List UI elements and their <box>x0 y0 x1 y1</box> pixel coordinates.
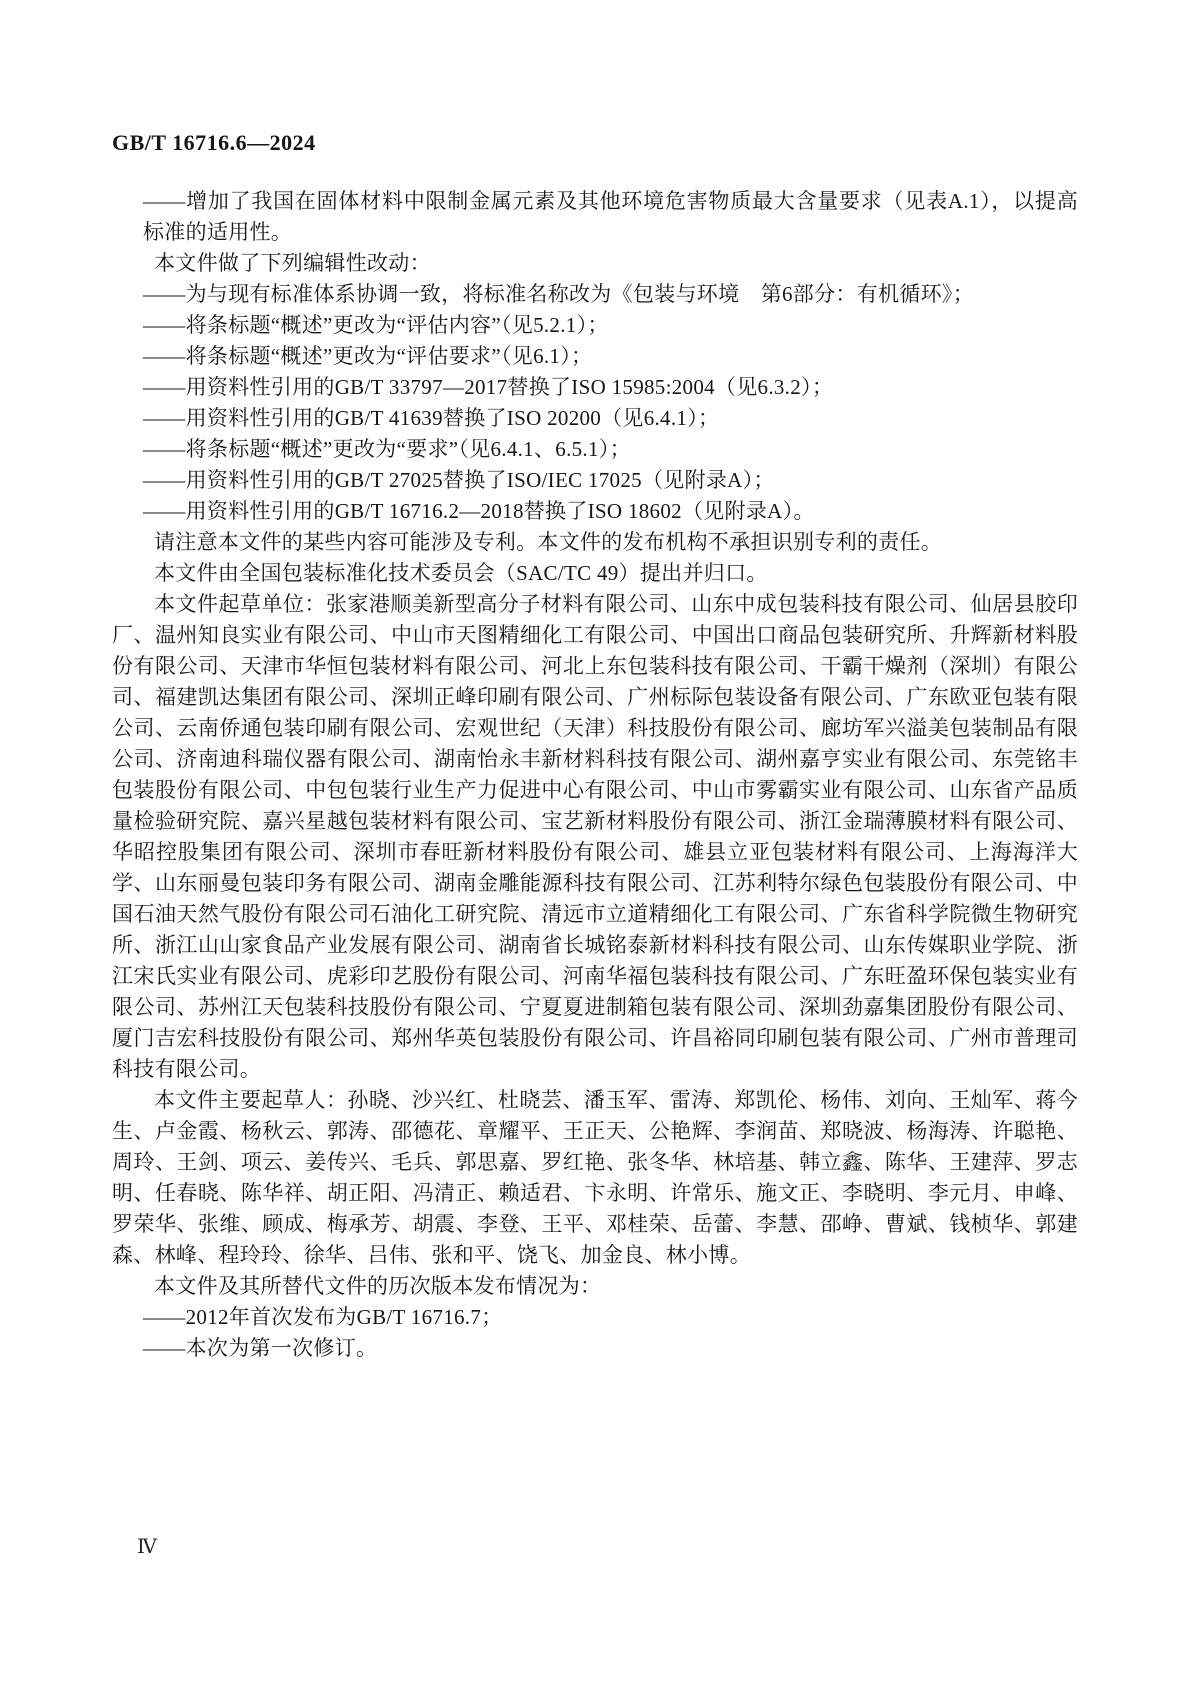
patent-notice: 请注意本文件的某些内容可能涉及专利。本文件的发布机构不承担识别专利的责任。 <box>154 530 943 554</box>
foreword-content <box>112 186 1078 1364</box>
version-history-lead: 本文件及其所替代文件的历次版本发布情况为： <box>154 1274 602 1298</box>
editorial-item: ——将条标题“概述”更改为“评估要求”（见6.1）； <box>143 344 593 368</box>
standard-number-header: GB/T 16716.6—2024 <box>112 130 316 155</box>
editorial-changes-lead: 本文件做了下列编辑性改动： <box>154 251 431 275</box>
editorial-item: ——将条标题“概述”更改为“要求”（见6.4.1、6.5.1）； <box>143 437 631 461</box>
committee-statement: 本文件由全国包装标准化技术委员会（SAC/TC 49）提出并归口。 <box>154 561 768 585</box>
page-number: Ⅳ <box>137 1536 157 1558</box>
editorial-item: ——用资料性引用的GB/T 27025替换了ISO/IEC 17025（见附录A）； <box>143 468 775 492</box>
editorial-item: ——为与现有标准体系协调一致，将标准名称改为《包装与环境 第6部分：有机循环》； <box>143 282 974 306</box>
editorial-item: ——用资料性引用的GB/T 41639替换了ISO 20200（见6.4.1）； <box>143 406 720 430</box>
editorial-item: ——用资料性引用的GB/T 33797—2017替换了ISO 15985:2004（见6.3.2）； <box>143 375 834 399</box>
change-item: ——增加了我国在固体材料中限制金属元素及其他环境危害物质最大含量要求（见表A.1），以提高标准的适用性。 <box>143 189 1078 244</box>
version-history-item: ——2012年首次发布为GB/T 16716.7； <box>143 1305 503 1329</box>
drafters-list: 本文件主要起草人：孙晓、沙兴红、杜晓芸、潘玉军、雷涛、郑凯伦、杨伟、刘向、王灿军、蒋今生、卢金霞、杨秋云、郭涛、邵德花、章耀平、王正天、公艳辉、李润苗、郑晓波、杨海涛、许聪艳、周玲、王剑、项云、姜传兴、毛兵、郭思嘉、罗红艳、张冬华、林培基、韩立鑫、陈华、王建萍、罗志明、任春晓、陈华祥、胡正阳、冯清正、赖适君、卞永明、许常乐、施文正、李晓明、李元月、申峰、罗荣华、张维、顾成、梅承芳、胡震、李登、王平、邓桂荣、岳蕾、李慧、邵峥、曹斌、钱桢华、郭建森、林峰、程玲玲、徐华、吕伟、张和平、饶飞、加金良、林小博。 <box>112 1088 1078 1267</box>
drafting-organizations: 本文件起草单位：张家港顺美新型高分子材料有限公司、山东中成包装科技有限公司、仙居县胶印厂、温州知良实业有限公司、中山市天图精细化工有限公司、中国出口商品包装研究所、升辉新材料股份有限公司、天津市华恒包装材料有限公司、河北上东包装科技有限公司、干霸干燥剂（深圳）有限公司、福建凯达集团有限公司、深圳正峰印刷有限公司、广州标际包装设备有限公司、广东欧亚包装有限公司、云南侨通包装印刷有限公司、宏观世纪（天津）科技股份有限公司、廊坊军兴溢美包装制品有限公司、济南迪科瑞仪器有限公司、湖南怡永丰新材料科技有限公司、湖州嘉亨实业有限公司、东莞铭丰包装股份有限公司、中包包装行业生产力促进中心有限公司、中山市雾霸实业有限公司、山东省产品质量检验研究院、嘉兴星越包装材料有限公司、宝艺新材料股份有限公司、浙江金瑞薄膜材料有限公司、华昭控股集团有限公司、深圳市春旺新材料股份有限公司、雄县立亚包装材料有限公司、上海海洋大学、山东丽曼包装印务有限公司、湖南金雕能源科技有限公司、江苏利特尔绿色包装股份有限公司、中国石油天然气股份有限公司石油化工研究院、清远市立道精细化工有限公司、广东省科学院微生物研究所、浙江山山家食品产业发展有限公司、湖南省长城铭泰新材料科技有限公司、山东传媒职业学院、浙江宋氏实业有限公司、虎彩印艺股份有限公司、河南华福包装科技有限公司、广东旺盈环保包装实业有限公司、苏州江天包装科技股份有限公司、宁夏夏进制箱包装有限公司、深圳劲嘉集团股份有限公司、厦门吉宏科技股份有限公司、郑州华英包装股份有限公司、许昌裕同印刷包装有限公司、广州市普理司科技有限公司。 <box>112 592 1078 1081</box>
editorial-item: ——将条标题“概述”更改为“评估内容”（见5.2.1）； <box>143 313 609 337</box>
version-history-item: ——本次为第一次修订。 <box>143 1336 378 1360</box>
editorial-item: ——用资料性引用的GB/T 16716.2—2018替换了ISO 18602（见附录A）。 <box>143 499 815 523</box>
